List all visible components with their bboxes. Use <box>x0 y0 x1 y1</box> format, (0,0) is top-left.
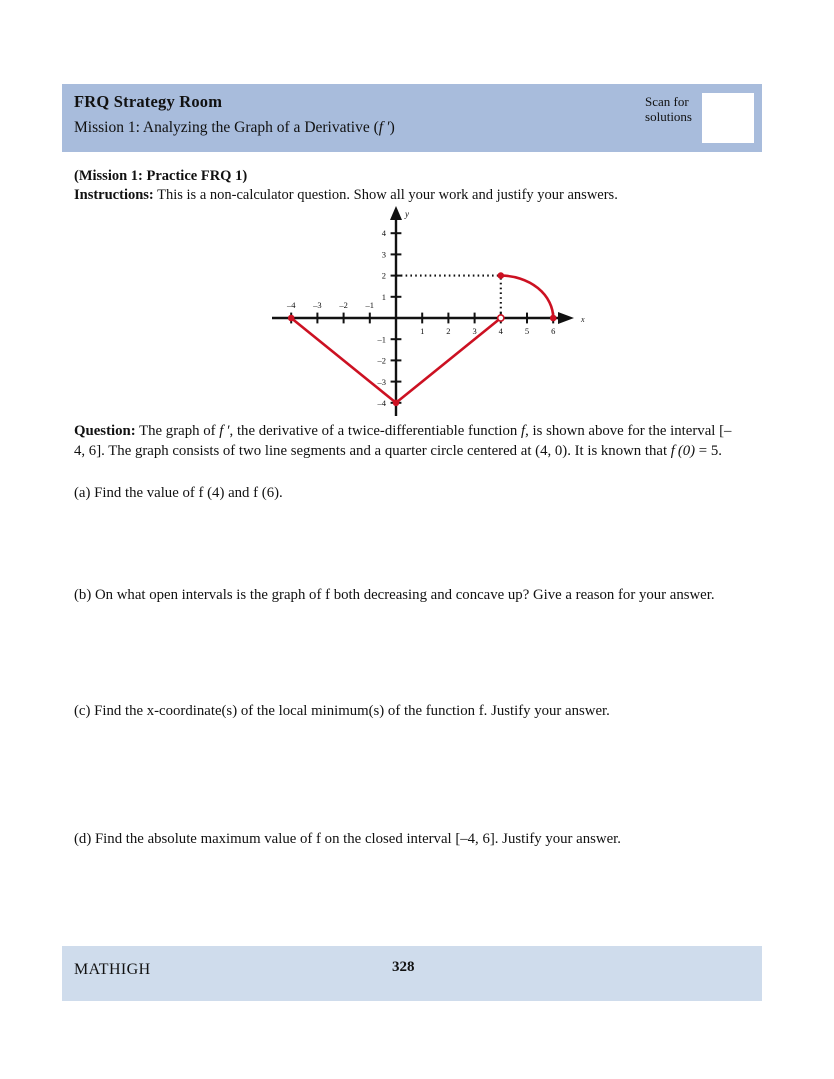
point-closed-6-0 <box>550 315 557 322</box>
page-title: FRQ Strategy Room <box>74 92 223 111</box>
svg-text:–3: –3 <box>377 376 386 387</box>
point-open-4-0 <box>498 315 504 321</box>
svg-text:–1: –1 <box>365 300 375 310</box>
svg-text:2: 2 <box>381 270 386 281</box>
question-label: Question: <box>74 423 136 439</box>
point-closed-0-neg4 <box>393 400 400 407</box>
question-f-symbol: f <box>520 423 526 439</box>
point-closed-neg4-0 <box>288 315 295 322</box>
derivative-curve <box>291 276 556 403</box>
dotted-guide-lines <box>396 276 501 318</box>
svg-text:1: 1 <box>420 326 425 336</box>
question-text-1: The graph of <box>135 423 220 439</box>
y-axis-label: y <box>405 209 409 219</box>
question-part-b: (b) On what open intervals is the graph of f both decreasing and concave up? Give a reason for your answer. <box>74 587 715 603</box>
mission-subtitle <box>74 119 395 137</box>
y-axis-arrow-icon <box>390 206 402 220</box>
instructions-label: Instructions: <box>74 187 154 203</box>
question-part-a: (a) Find the value of f (4) and f (6). <box>74 485 283 501</box>
mission-practice-label: (Mission 1: Practice FRQ 1) <box>74 168 248 184</box>
page-header-band <box>62 84 762 152</box>
mission-subtitle-symbol: f ′ <box>378 119 390 136</box>
derivative-graph-svg <box>262 204 602 420</box>
page-footer-band <box>62 946 762 1001</box>
svg-text:4: 4 <box>498 326 503 336</box>
question-text-3: , is shown above for the interval [–4, 6]. The graph consists of two line segments and a quarter circle centered at (4, 0). It is known that <box>74 423 732 459</box>
question-text <box>74 422 739 461</box>
derivative-graph <box>262 204 602 420</box>
svg-text:3: 3 <box>472 326 477 336</box>
question-fprime-symbol: f ′ <box>219 423 230 439</box>
x-axis-negative-tick-labels <box>286 300 374 310</box>
svg-text:6: 6 <box>551 326 556 336</box>
question-text-2: , the derivative of a twice-differentiable function <box>229 423 521 439</box>
x-axis-label: x <box>581 315 585 324</box>
instructions-text: This is a non-calculator question. Show all your work and justify your answers. <box>153 187 618 203</box>
svg-text:2: 2 <box>446 326 451 336</box>
curve-endpoint-markers <box>288 272 557 406</box>
svg-text:–3: –3 <box>313 300 322 310</box>
question-part-c: (c) Find the x-coordinate(s) of the local minimum(s) of the function f. Justify your answer. <box>74 703 610 719</box>
mission-subtitle-suffix: ) <box>389 119 395 136</box>
scan-label-line2: solutions <box>645 109 692 124</box>
svg-text:–1: –1 <box>377 334 386 345</box>
scan-label-line1: Scan for <box>645 94 689 109</box>
scan-for-solutions-label <box>645 94 692 124</box>
y-axis <box>390 206 402 416</box>
svg-text:1: 1 <box>381 291 386 302</box>
svg-text:3: 3 <box>381 249 386 260</box>
question-text-4: = 5. <box>695 442 722 459</box>
svg-text:–2: –2 <box>339 300 348 310</box>
mission-subtitle-prefix: Mission 1: Analyzing the Graph of a Derivative ( <box>74 119 379 136</box>
svg-text:5: 5 <box>524 326 530 336</box>
svg-text:4: 4 <box>381 228 386 239</box>
instructions-line <box>74 187 618 204</box>
question-part-d: (d) Find the absolute maximum value of f on the closed interval [–4, 6]. Justify your answer. <box>74 831 621 847</box>
svg-text:–4: –4 <box>377 398 386 408</box>
footer-brand: MATHIGH <box>74 961 151 978</box>
svg-text:–4: –4 <box>286 300 296 310</box>
svg-text:–2: –2 <box>377 355 386 366</box>
qr-code-placeholder[interactable] <box>702 93 754 143</box>
x-axis-arrow-icon <box>558 312 574 324</box>
question-f-of-zero: f (0) <box>670 442 696 459</box>
curve-quarter-circle <box>501 276 553 318</box>
point-closed-4-2 <box>498 272 505 279</box>
footer-page-number: 328 <box>392 959 415 975</box>
